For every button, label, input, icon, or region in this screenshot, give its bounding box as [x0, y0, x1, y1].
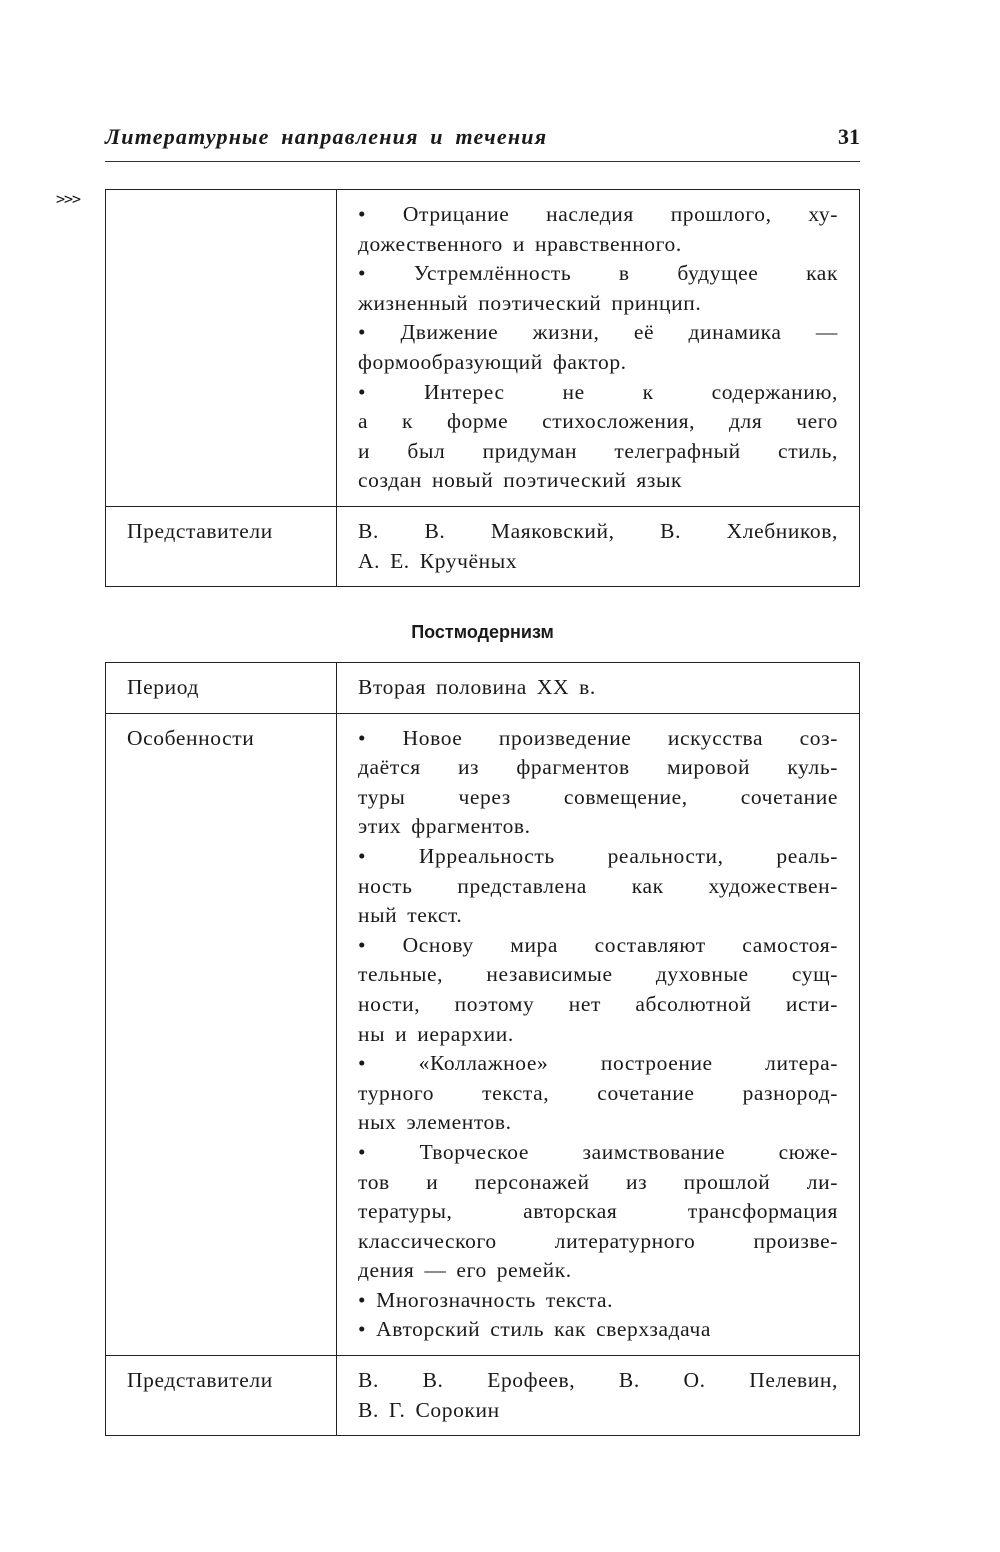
- text-line: • Творческое заимствование сюже-: [358, 1139, 838, 1164]
- table-row: [106, 713, 860, 1355]
- row-label: Представители: [106, 1356, 337, 1436]
- section-title: Постмодернизм: [411, 622, 554, 642]
- text-line: • Устремлённость в будущее как: [358, 261, 838, 286]
- text-line: Вторая половина XX в.: [358, 675, 596, 699]
- running-head-title: Литературные направления и течения: [105, 124, 548, 149]
- text-line: В. В. Ерофеев, В. О. Пелевин,: [358, 1368, 838, 1393]
- text-line: дожественного и нравственного.: [358, 231, 682, 256]
- row-label: Представители: [106, 506, 337, 586]
- text-line: формообразующий фактор.: [358, 349, 627, 374]
- table-row: [106, 663, 860, 714]
- row-label: Особенности: [106, 713, 337, 1355]
- row-label: Период: [106, 663, 337, 714]
- representatives-cell: [337, 1356, 860, 1436]
- text-line: туры через совмещение, сочетание: [358, 784, 838, 809]
- text-line: В. Г. Сорокин: [358, 1397, 500, 1422]
- text-line: жизненный поэтический принцип.: [358, 290, 702, 315]
- features-cell: [337, 190, 860, 507]
- text-line: турного текста, сочетание разнород-: [358, 1080, 838, 1105]
- representatives-cell: [337, 506, 860, 586]
- period-cell: [337, 663, 860, 714]
- text-line: В. В. Маяковский, В. Хлебников,: [358, 518, 838, 543]
- running-head: [105, 124, 860, 154]
- text-line: классического литературного произве-: [358, 1228, 838, 1253]
- text-line: тературы, авторская трансформация: [358, 1199, 838, 1224]
- text-line: создан новый поэтический язык: [358, 468, 683, 493]
- text-line: и был придуман телеграфный стиль,: [358, 438, 838, 463]
- text-line: • Ирреальность реальности, реаль-: [358, 843, 838, 868]
- features-cell: [337, 713, 860, 1355]
- table-row: [106, 190, 860, 507]
- continuation-marker: >>>: [56, 190, 81, 208]
- text-line: ности, поэтому нет абсолютной исти-: [358, 991, 838, 1016]
- text-line: ный текст.: [358, 903, 463, 928]
- text-line: • Интерес не к содержанию,: [358, 379, 838, 404]
- text-line: • Движение жизни, её динамика —: [358, 320, 838, 345]
- text-line: • Авторский стиль как сверхзадача: [358, 1317, 712, 1342]
- futurism-table-continued: [105, 189, 860, 587]
- text-line: • «Коллажное» построение литера-: [358, 1051, 838, 1076]
- text-line: этих фрагментов.: [358, 814, 531, 839]
- text-line: • Новое произведение искусства соз-: [358, 725, 838, 750]
- text-line: тов и персонажей из прошлой ли-: [358, 1169, 838, 1194]
- postmodernism-table: [105, 662, 860, 1436]
- text-line: дения — его ремейк.: [358, 1258, 572, 1283]
- table-row: [106, 506, 860, 586]
- text-line: А. Е. Кручёных: [358, 548, 518, 573]
- table-row: [106, 1356, 860, 1436]
- text-line: тельные, независимые духовные сущ-: [358, 962, 838, 987]
- text-line: • Отрицание наследия прошлого, ху-: [358, 202, 838, 226]
- text-line: • Многозначность текста.: [358, 1287, 614, 1312]
- text-line: ны и иерархии.: [358, 1021, 514, 1046]
- text-line: а к форме стихосложения, для чего: [358, 409, 838, 434]
- header-rule: [105, 161, 860, 162]
- page-number: 31: [838, 124, 860, 149]
- text-line: даётся из фрагментов мировой куль-: [358, 755, 838, 780]
- text-line: • Основу мира составляют самостоя-: [358, 932, 838, 957]
- row-label: [106, 190, 337, 507]
- text-line: ных элементов.: [358, 1110, 512, 1135]
- text-line: ность представлена как художествен-: [358, 873, 838, 898]
